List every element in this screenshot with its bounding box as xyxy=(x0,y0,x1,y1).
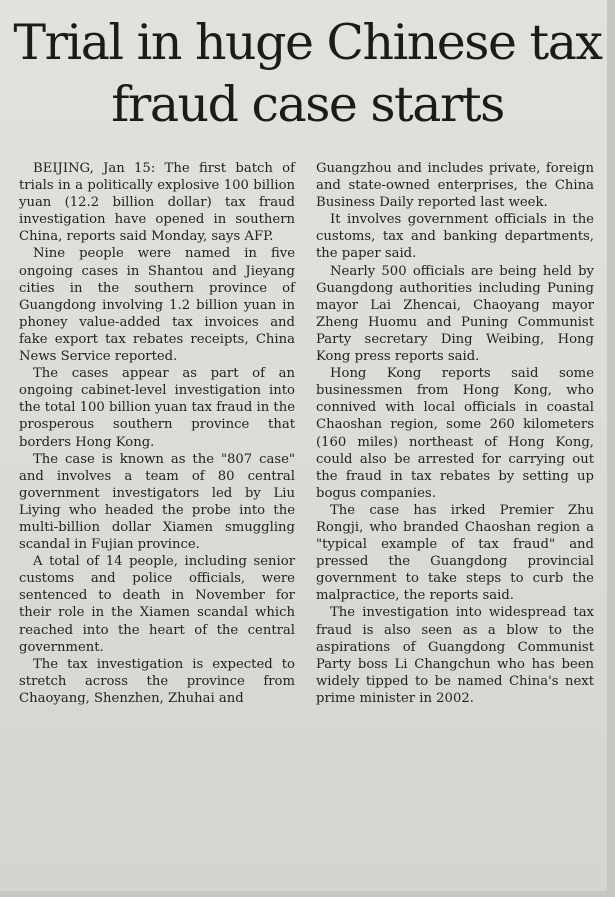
paragraph: The cases appear as part of an ongoing cabinet-level investigation into the total 100 billion yuan tax fraud in the prosperous southern province that borders Hong Kong. xyxy=(19,366,295,450)
paragraph: Nine people were named in five ongoing cases in Shantou and Jieyang cities in the southern province of Guangdong involving 1.2 billion yuan in phoney value-added tax invoices and fake export tax rebates receipts, China News Service reported. xyxy=(19,246,295,365)
paragraph: It involves government officials in the customs, tax and banking departments, the paper said. xyxy=(316,212,594,262)
paragraph: Hong Kong reports said some businessmen from Hong Kong, who connived with local officials in coastal Chaoshan region, some 260 kilometers (160 miles) northeast of Hong Kong, could also be arrested for carrying out the fraud in tax rebates by setting up bogus companies. xyxy=(316,366,594,501)
left-column xyxy=(19,160,295,707)
paragraph: Nearly 500 officials are being held by Guangdong authorities including Puning mayor Lai Zhencai, Chaoyang mayor Zheng Huomu and Puning Communist Party secretary Ding Weibing, Hong Kong press reports said. xyxy=(316,263,594,365)
headline: Trial in huge Chinese tax fraud case starts xyxy=(13,14,602,133)
page-edge xyxy=(0,891,615,897)
paragraph: A total of 14 people, including senior customs and police officials, were sentenced to death in November for their role in the Xiamen scandal which reached into the heart of the central government. xyxy=(19,554,295,655)
paragraph: BEIJING, Jan 15: The first batch of trials in a politically explosive 100 billion yuan (12.2 billion dollar) tax fraud investigation have opened in southern China, reports said Monday, says AFP. xyxy=(19,161,295,245)
paragraph: Guangzhou and includes private, foreign and state-owned enterprises, the China Business Daily reported last week. xyxy=(316,161,594,211)
paragraph: The case is known as the "807 case" and involves a team of 80 central government investigators led by Liu Liying who headed the probe into the multi-billion dollar Xiamen smuggling scandal in Fujian province. xyxy=(19,451,295,553)
right-column xyxy=(316,160,594,707)
paragraph: The case has irked Premier Zhu Rongji, who branded Chaoshan region a "typical example of tax fraud" and pressed the Guangdong provincial government to take steps to curb the malpractice, the reports said. xyxy=(316,502,594,604)
paragraph: The investigation into widespread tax fraud is also seen as a blow to the aspirations of Guangdong Communist Party boss Li Changchun who has been widely tipped to be named China's next prime minister in 2002. xyxy=(316,605,594,706)
page-edge xyxy=(607,0,615,897)
paragraph: The tax investigation is expected to stretch across the province from Chaoyang, Shenzhen, Zhuhai and xyxy=(19,656,295,706)
